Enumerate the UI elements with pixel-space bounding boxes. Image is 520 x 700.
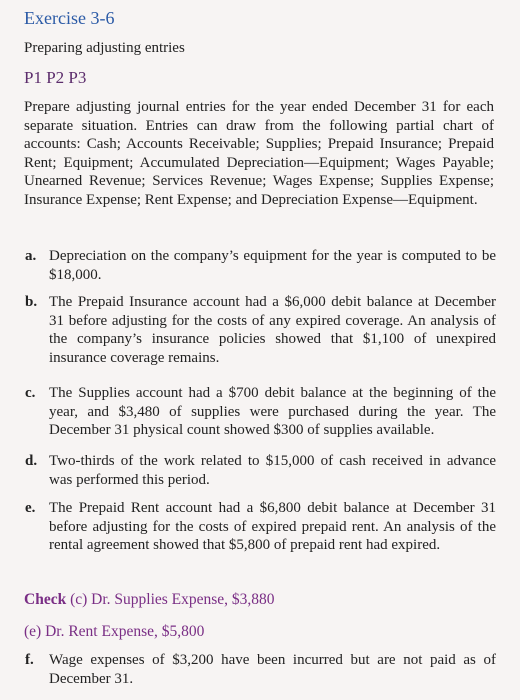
check-answer-e <box>24 622 204 642</box>
situation-d <box>24 452 496 489</box>
item-letter: f. <box>25 652 34 668</box>
learning-objectives: P1 P2 P3 <box>24 68 87 87</box>
item-text: Two-thirds of the work related to $15,000 of cash received in advance was performed this period. <box>49 453 496 488</box>
exercise-title: Exercise 3-6 <box>24 8 115 28</box>
situation-c <box>24 384 496 440</box>
item-text: The Supplies account had a $700 debit balance at the beginning of the year, and $3,480 of supplies were purchased during the year. The December 31 physical count showed $300 of supplies available. <box>49 385 496 438</box>
item-letter: a. <box>25 248 37 264</box>
situation-e <box>24 499 496 555</box>
situation-f <box>24 651 496 688</box>
exercise-subtitle: Preparing adjusting entries <box>24 40 185 56</box>
check-text-c: (c) Dr. Supplies Expense, $3,880 <box>70 591 275 608</box>
item-letter: c. <box>25 385 36 401</box>
item-letter: e. <box>25 500 36 516</box>
instructions-paragraph: Prepare adjusting journal entries for the year ended December 31 for each separate situation. Entries can draw from the following partial chart of accounts: Cash; Accounts Receivable; Supplies; Prepaid Insurance; Prepaid Rent; Equipment; Accumulated Depreciation—Equipment; Wages Payable; Unearned Revenue; Services Revenue; Wages Expense; Supplies Expense; Insurance Expense; Rent Expense; and Depreciation Expense—Equipment. <box>24 99 494 208</box>
item-text: The Prepaid Rent account had a $6,800 debit balance at December 31 before adjusting for the costs of expired prepaid rent. An analysis of the rental agreement showed that $5,800 of prepaid rent had expired. <box>49 500 496 553</box>
item-text: The Prepaid Insurance account had a $6,000 debit balance at December 31 before adjusting for the costs of any expired coverage. An analysis of the company’s insurance policies showed that $1,100 of unexpired insurance coverage remains. <box>49 294 496 366</box>
check-text-e: (e) Dr. Rent Expense, $5,800 <box>24 623 205 640</box>
check-answer-c <box>24 590 275 610</box>
item-letter: d. <box>25 453 38 469</box>
situation-b <box>24 293 496 367</box>
situation-a <box>24 247 496 284</box>
check-label: Check <box>24 591 67 608</box>
item-text: Wage expenses of $3,200 have been incurred but are not paid as of December 31. <box>49 652 496 687</box>
item-text: Depreciation on the company’s equipment for the year is computed to be $18,000. <box>49 248 496 283</box>
item-letter: b. <box>25 294 38 310</box>
